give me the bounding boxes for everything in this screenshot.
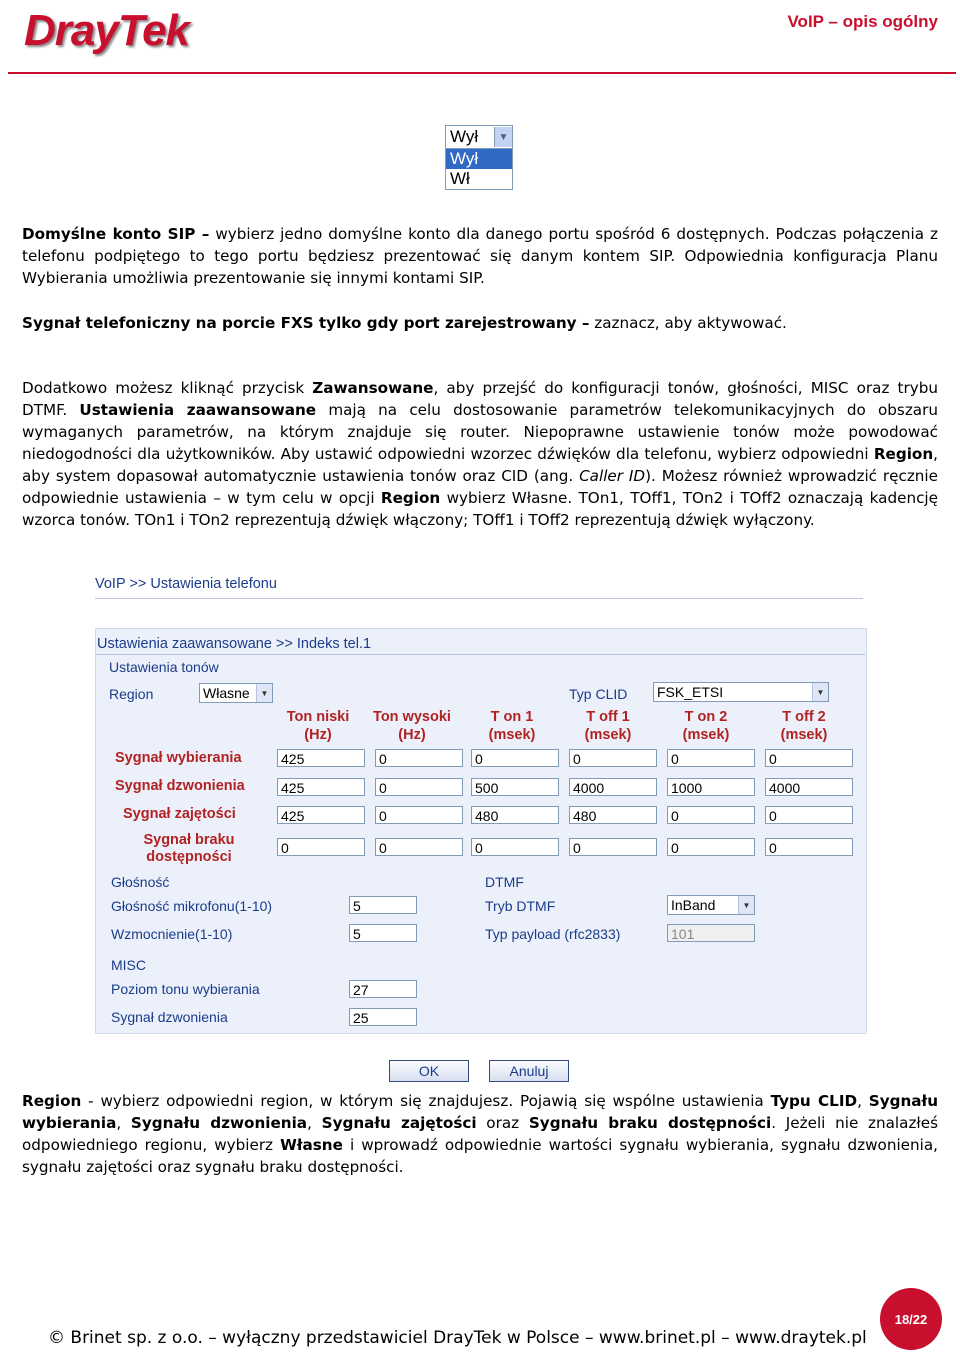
- ring-low-input[interactable]: 425: [277, 778, 365, 796]
- gain-input[interactable]: 5: [349, 924, 417, 942]
- busy-low-input[interactable]: 425: [277, 806, 365, 824]
- dropdown-sample[interactable]: [445, 125, 513, 190]
- dtmf-mode-selected: InBand: [671, 897, 716, 913]
- paragraph-text: Dodatkowo możesz kliknąć przycisk: [22, 379, 313, 397]
- col-header-toff1: T off 1 (msek): [584, 709, 632, 743]
- dtmf-mode-label: Tryb DTMF: [485, 898, 556, 914]
- dropdown-option-on[interactable]: Wł: [450, 169, 470, 188]
- row-label-busy: Sygnał zajętości: [123, 806, 236, 822]
- term-default-sip: Domyślne konto SIP –: [22, 225, 210, 243]
- dtmf-title: DTMF: [485, 874, 524, 890]
- region-select[interactable]: [199, 683, 273, 703]
- payload-type-label: Typ payload (rfc2833): [485, 926, 621, 942]
- gain-label: Wzmocnienie(1-10): [111, 926, 233, 942]
- paragraph-text: ,: [857, 1092, 869, 1110]
- paragraph-text: ,: [307, 1114, 322, 1132]
- col-header-ton1: T on 1 (msek): [488, 709, 536, 743]
- misc-title: MISC: [111, 957, 146, 973]
- ring-high-input[interactable]: 0: [375, 778, 463, 796]
- dial-ton1-input[interactable]: 0: [471, 749, 559, 767]
- row-label-unavailable: Sygnał braku dostępności: [143, 832, 235, 865]
- term-region: Region: [380, 489, 441, 507]
- paragraph-text: i wprowadź odpowiednie wartości sygnału wybierania, sygnału dzwonienia, sygnału zajętości oraz sygnału braku dostępności.: [22, 1136, 938, 1176]
- clid-select[interactable]: [653, 682, 829, 702]
- term-advanced-button: Zawansowane: [312, 379, 434, 397]
- busy-toff1-input[interactable]: 480: [569, 806, 657, 824]
- paragraph-text: , aby system dopasował automatycznie ustawienia tonów oraz CID (ang.: [22, 445, 938, 485]
- busy-toff2-input[interactable]: 0: [765, 806, 853, 824]
- chevron-down-icon[interactable]: ▼: [256, 684, 272, 702]
- term-caller-id: Caller ID: [579, 467, 646, 485]
- unavail-high-input[interactable]: 0: [375, 838, 463, 856]
- col-header-toff2: T off 2 (msek): [780, 709, 828, 743]
- volume-title: Głośność: [111, 874, 170, 890]
- unavail-low-input[interactable]: 0: [277, 838, 365, 856]
- dropdown-sample-selected: Wył: [450, 127, 479, 146]
- ring-level-label: Sygnał dzwonienia: [111, 1009, 228, 1025]
- paragraph-default-sip: [22, 223, 938, 289]
- chevron-down-icon[interactable]: ▼: [812, 683, 828, 701]
- clid-selected: FSK_ETSI: [657, 684, 724, 700]
- dtmf-mode-select[interactable]: [667, 895, 755, 915]
- document-title: VoIP – opis ogólny: [787, 12, 938, 31]
- paragraph-text: oraz: [476, 1114, 529, 1132]
- dial-low-input[interactable]: 425: [277, 749, 365, 767]
- region-selected: Własne: [203, 685, 250, 701]
- paragraph-text: . Jeżeli nie znalazłeś odpowiedniego regionu, wybierz: [22, 1114, 939, 1154]
- paragraph-text: mają na celu dostosowanie parametrów telekomunikacyjnych do obszaru wymaganych parametrów, na którym znajduje się router. Niepoprawne ustawienie tonów może powodować niedogodności dla użytkowników. Aby ustawić odpowiedni wzorzec dźwięków dla telefonu, wybierz odpowiedni: [22, 401, 938, 463]
- paragraph-text: ,: [116, 1114, 131, 1132]
- term-fxs-tone: Sygnał telefoniczny na porcie FXS tylko gdy port zarejestrowany –: [22, 314, 590, 332]
- page-number-badge: [880, 1288, 942, 1350]
- dial-toff1-input[interactable]: 0: [569, 749, 657, 767]
- panel-divider: [95, 654, 865, 655]
- term-custom: Własne: [280, 1136, 343, 1154]
- draytek-logo: DrayTek: [24, 6, 190, 55]
- paragraph-text: , aby przejść do konfiguracji tonów, głośności, MISC oraz trybu DTMF.: [22, 379, 938, 419]
- paragraph-text: wybierz Własne. TOn1, TOff1, TOn2 i TOff2 oznaczają kadencję wzorca tonów. TOn1 i TOn2 reprezentują dźwięk włączony; TOff1 i TOff2 reprezentują dźwięk wyłączony.: [22, 489, 938, 529]
- col-header-low-tone: Ton niski (Hz): [286, 709, 350, 743]
- chevron-down-icon[interactable]: ▼: [738, 896, 754, 914]
- ring-ton1-input[interactable]: 500: [471, 778, 559, 796]
- unavail-ton1-input[interactable]: 0: [471, 838, 559, 856]
- mic-volume-input[interactable]: 5: [349, 896, 417, 914]
- term-region: Region: [873, 445, 934, 463]
- breadcrumb: VoIP >> Ustawienia telefonu: [95, 576, 277, 592]
- cancel-button[interactable]: Anuluj: [489, 1060, 569, 1082]
- header-divider: [8, 72, 956, 74]
- unavail-toff1-input[interactable]: 0: [569, 838, 657, 856]
- term-region: Region: [22, 1092, 82, 1110]
- term-unavailable: Sygnału braku dostępności: [528, 1114, 772, 1132]
- dial-ton2-input[interactable]: 0: [667, 749, 755, 767]
- dial-tone-level-label: Poziom tonu wybierania: [111, 981, 260, 997]
- ok-button[interactable]: OK: [389, 1060, 469, 1082]
- paragraph-text: wybierz jedno domyślne konto dla danego portu spośród 6 dostępnych. Podczas połączenia z telefonu podpiętego to tego portu będziesz prezentować się danym kontem SIP. Odpowiednia konfiguracja Planu Wybierania umożliwia prezentowanie się innymi kontami SIP.: [22, 225, 938, 287]
- advanced-settings-form: [95, 568, 865, 1079]
- payload-type-input[interactable]: 101: [667, 924, 755, 942]
- page-number: 18/22: [894, 1311, 928, 1327]
- unavail-toff2-input[interactable]: 0: [765, 838, 853, 856]
- panel-title: Ustawienia zaawansowane >> Indeks tel.1: [97, 636, 372, 652]
- paragraph-text: ). Możesz również wprowadzić ręcznie odpowiednie ustawienia – w tym celu w opcji: [22, 467, 938, 507]
- dropdown-sample-select[interactable]: [445, 125, 513, 149]
- breadcrumb-divider: [95, 598, 863, 599]
- ring-toff2-input[interactable]: 4000: [765, 778, 853, 796]
- busy-ton1-input[interactable]: 480: [471, 806, 559, 824]
- term-clid-type: Typu CLID: [770, 1092, 858, 1110]
- dial-high-input[interactable]: 0: [375, 749, 463, 767]
- busy-high-input[interactable]: 0: [375, 806, 463, 824]
- dropdown-sample-list: [445, 149, 513, 190]
- ring-toff1-input[interactable]: 4000: [569, 778, 657, 796]
- clid-label: Typ CLID: [569, 686, 628, 702]
- footer-text: © Brinet sp. z o.o. – wyłączny przedstawiciel DrayTek w Polsce – www.brinet.pl – www.draytek.pl: [48, 1328, 867, 1348]
- row-label-dial-tone: Sygnał wybierania: [115, 750, 242, 766]
- unavail-ton2-input[interactable]: 0: [667, 838, 755, 856]
- paragraph-region: [22, 1090, 938, 1178]
- paragraph-text: zaznacz, aby aktywować.: [589, 314, 787, 332]
- region-label: Region: [109, 686, 154, 702]
- term-ringback: Sygnału dzwonienia: [130, 1114, 308, 1132]
- row-label-ringback: Sygnał dzwonienia: [115, 778, 245, 794]
- mic-volume-label: Głośność mikrofonu(1-10): [111, 898, 273, 914]
- col-header-high-tone: Ton wysoki (Hz): [373, 709, 451, 743]
- paragraph-fxs-tone: [22, 312, 938, 334]
- term-dial-tone: Sygnału wybierania: [22, 1092, 939, 1132]
- paragraph-text: - wybierz odpowiedni region, w którym się znajdujesz. Pojawią się wspólne ustawienia: [81, 1092, 771, 1110]
- paragraph-advanced: [22, 377, 938, 531]
- chevron-down-icon[interactable]: ▼: [494, 127, 512, 147]
- term-advanced-settings: Ustawienia zaawansowane: [79, 401, 317, 419]
- ring-level-input[interactable]: 25: [349, 1008, 417, 1026]
- ring-ton2-input[interactable]: 1000: [667, 778, 755, 796]
- col-header-ton2: T on 2 (msek): [682, 709, 730, 743]
- term-busy: Sygnału zajętości: [321, 1114, 477, 1132]
- dial-toff2-input[interactable]: 0: [765, 749, 853, 767]
- busy-ton2-input[interactable]: 0: [667, 806, 755, 824]
- section-tones-title: Ustawienia tonów: [109, 659, 219, 675]
- dial-tone-level-input[interactable]: 27: [349, 980, 417, 998]
- dropdown-option-off[interactable]: Wył: [446, 149, 512, 169]
